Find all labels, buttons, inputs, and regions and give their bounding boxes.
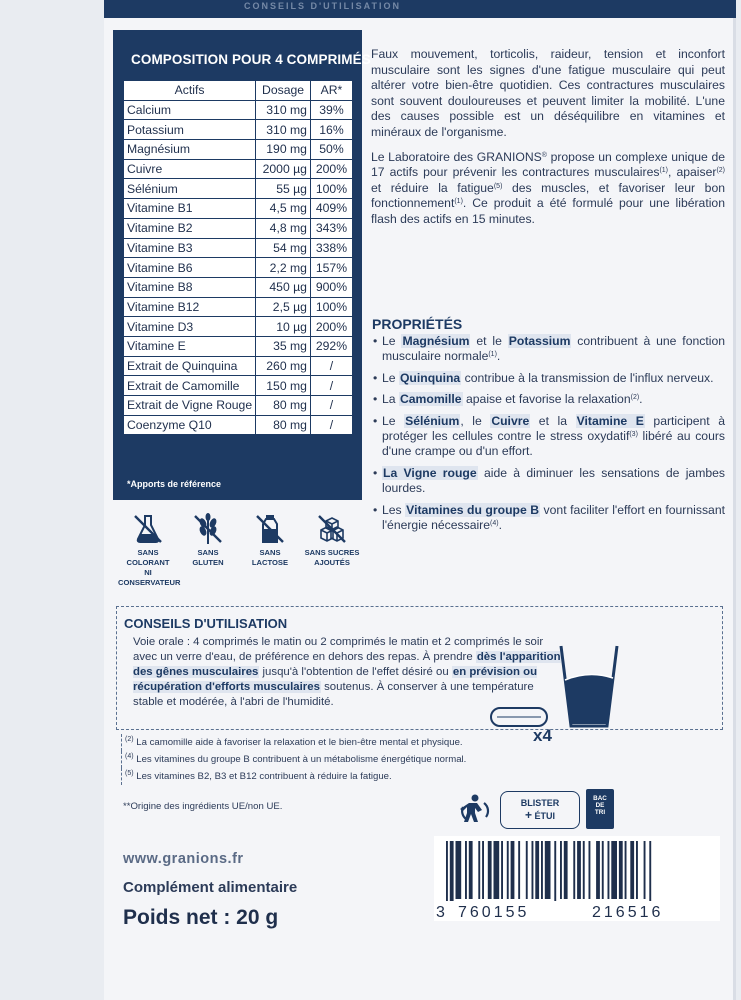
list-item: • Les Vitamines du groupe B vont faciliter l'effort en fournissant l'énergie nécessaire$^{(4)}$. — [373, 503, 725, 534]
table-cell: 409% — [310, 199, 352, 219]
table-cell: 200% — [310, 159, 352, 179]
barcode-bar — [456, 841, 462, 899]
barcode-bar — [532, 841, 534, 899]
barcode-bar — [488, 841, 492, 899]
table-cell: / — [310, 376, 352, 396]
table-cell: 100% — [310, 179, 352, 199]
tablet-icon — [489, 706, 549, 728]
table-cell: Extrait de Vigne Rouge — [124, 396, 256, 416]
table-cell: Extrait de Camomille — [124, 376, 256, 396]
top-flap-ghost-text: CONSEILS D'UTILISATION — [244, 1, 401, 11]
badge-sans-colorant — [118, 512, 181, 588]
barcode-bar — [541, 841, 543, 899]
table-row — [124, 376, 353, 396]
barcode-bars — [446, 841, 708, 901]
barcode-bar — [619, 841, 623, 899]
intro-paragraph-1: Faux mouvement, torticolis, raideur, tension et inconfort musculaire sont les signes d'une fatigue musculaire qui peut altérer votre bien-être quotidien. Ces contractures musculaires sont souvent douloureuses et peuvent limiter la mobilité. L'une des causes possible est un déséquilibre en vitamines et minéraux de l'organisme. — [371, 47, 725, 139]
barcode-bar — [560, 841, 562, 899]
table-cell: 338% — [310, 238, 352, 258]
barcode-bar — [482, 841, 484, 899]
table-cell: 35 mg — [256, 336, 311, 356]
table-row — [124, 396, 353, 416]
table-row — [124, 218, 353, 238]
sugar-cubes-crossed-icon — [315, 512, 349, 546]
bac-de-tri-icon: BAC DE TRI — [586, 789, 614, 829]
composition-title: COMPOSITION POUR 4 COMPRIMÉS — [131, 52, 371, 67]
table-cell: / — [310, 415, 352, 435]
table-cell: Vitamine B8 — [124, 277, 256, 297]
table-cell: 343% — [310, 218, 352, 238]
table-cell: 200% — [310, 317, 352, 337]
composition-table — [123, 80, 353, 435]
table-row — [124, 415, 353, 435]
net-weight: Poids net : 20 g — [123, 906, 279, 929]
barcode-bar — [611, 841, 617, 899]
table-header-cell: AR* — [310, 81, 352, 101]
table-row — [124, 317, 353, 337]
table-row — [124, 199, 353, 219]
barcode-bar — [494, 841, 500, 899]
table-cell: Sélénium — [124, 179, 256, 199]
table-cell: Vitamine B2 — [124, 218, 256, 238]
table-row — [124, 277, 353, 297]
table-cell: Vitamine B1 — [124, 199, 256, 219]
table-row — [124, 159, 353, 179]
barcode-bar — [545, 841, 551, 899]
proprietes-list — [373, 334, 725, 539]
table-cell: 55 µg — [256, 179, 311, 199]
barcode: 3 760155 216516 — [434, 836, 720, 921]
flask-crossed-icon — [131, 512, 165, 546]
table-cell: 310 mg — [256, 100, 311, 120]
table-cell: 100% — [310, 297, 352, 317]
table-cell: 39% — [310, 100, 352, 120]
barcode-bar — [501, 841, 503, 899]
barcode-bar — [630, 841, 634, 899]
barcode-bar — [507, 841, 509, 899]
table-row — [124, 238, 353, 258]
origine-note: **Origine des ingrédients UE/non UE. — [123, 801, 283, 812]
table-cell: 4,5 mg — [256, 199, 311, 219]
tablet-count: x4 — [533, 726, 552, 745]
badge-label: SANS — [259, 548, 281, 557]
barcode-bar — [589, 841, 591, 899]
table-cell: 150 mg — [256, 376, 311, 396]
table-cell: 80 mg — [256, 415, 311, 435]
barcode-bar — [465, 841, 467, 899]
barcode-bar — [573, 841, 575, 899]
footnote-item: $^{(5)}$ Les vitamines B2, B3 et B12 contribuent à réduire la fatigue. — [121, 768, 561, 785]
table-cell: 292% — [310, 336, 352, 356]
table-header-cell: Dosage — [256, 81, 311, 101]
table-row — [124, 297, 353, 317]
footnote-item: $^{(2)}$ La camomille aide à favoriser la relaxation et le bien-être mental et physique. — [121, 734, 561, 751]
table-cell: / — [310, 356, 352, 376]
badge-label: SANS SUCRES — [304, 548, 360, 557]
badge-sans-sucres — [302, 512, 362, 568]
barcode-bar — [583, 841, 585, 899]
barcode-bar — [526, 841, 528, 899]
table-cell: 310 mg — [256, 120, 311, 140]
conseils-text: Voie orale : 4 comprimés le matin ou 2 comprimés le matin et 2 comprimés le soir avec un verre d'eau, de préférence en dehors des repas. À prendre dès l'apparition des gênes musculaires jusqu'à l'obtention de l'effet désiré ou en prévision ou récupération d'efforts musculaires soutenus. À conserver à une température stable et modérée, à l'abri de l'humidité. — [133, 636, 561, 709]
table-row — [124, 356, 353, 376]
list-item: • Le Quinquina contribue à la transmission de l'influx nerveux. — [373, 371, 725, 386]
table-cell: 54 mg — [256, 238, 311, 258]
recycling-blister-label: BLISTER + ÉTUI — [500, 791, 580, 829]
barcode-bar — [511, 841, 515, 899]
barcode-bar — [608, 841, 610, 899]
badge-label: SANS COLORANT — [126, 548, 170, 567]
intro-text — [371, 47, 725, 237]
product-type: Complément alimentaire — [123, 879, 298, 896]
table-row — [124, 120, 353, 140]
barcode-bar — [469, 841, 473, 899]
conseils-title: CONSEILS D'UTILISATION — [124, 616, 288, 631]
barcode-bar — [649, 841, 651, 901]
badge-sans-gluten — [178, 512, 238, 568]
table-cell: 157% — [310, 258, 352, 278]
badge-label: AJOUTÉS — [314, 558, 350, 567]
barcode-bar — [564, 841, 568, 899]
milk-bottle-crossed-icon — [253, 512, 287, 546]
table-cell: 16% — [310, 120, 352, 140]
badge-label: LACTOSE — [251, 558, 289, 567]
badge-label: SANS — [197, 548, 219, 557]
table-cell: 50% — [310, 140, 352, 160]
table-cell: Vitamine D3 — [124, 317, 256, 337]
table-cell: Potassium — [124, 120, 256, 140]
table-cell: 80 mg — [256, 396, 311, 416]
wheat-crossed-icon — [191, 512, 225, 546]
composition-footnote: *Apports de référence — [127, 479, 222, 489]
table-cell: 2,5 µg — [256, 297, 311, 317]
table-cell: 190 mg — [256, 140, 311, 160]
barcode-bar — [478, 841, 480, 899]
table-row — [124, 336, 353, 356]
list-item: • Le Magnésium et le Potassium contribuent à une fonction musculaire normale$^{(1)}$. — [373, 334, 725, 365]
barcode-bar — [636, 841, 638, 899]
table-cell: 900% — [310, 277, 352, 297]
list-item: • La Vigne rouge aide à diminuer les sensations de jambes lourdes. — [373, 466, 725, 497]
table-header-row — [124, 81, 353, 101]
list-item: • Le Sélénium, le Cuivre et la Vitamine E participent à protéger les cellules contre le stress oxydatif$^{(3)}$ libéré au cours d'une crampe ou d'un effort. — [373, 414, 725, 460]
barcode-bar — [535, 841, 539, 899]
table-cell: 2,2 mg — [256, 258, 311, 278]
free-from-badges — [118, 512, 370, 587]
triman-recycle-icon — [455, 789, 495, 829]
footnotes — [121, 734, 561, 785]
footnote-item: $^{(4)}$ Les vitamines du groupe B contribuent à un métabolisme énergétique normal. — [121, 751, 561, 768]
barcode-bar — [625, 841, 627, 899]
barcode-bar — [446, 841, 448, 901]
barcode-bar — [518, 841, 520, 899]
table-row — [124, 100, 353, 120]
website-link[interactable]: www.granions.fr — [123, 851, 244, 867]
table-cell: 2000 µg — [256, 159, 311, 179]
table-cell: / — [310, 396, 352, 416]
barcode-bar — [602, 841, 604, 899]
table-cell: 260 mg — [256, 356, 311, 376]
water-glass-icon — [553, 640, 623, 730]
barcode-bar — [596, 841, 600, 899]
table-cell: Cuivre — [124, 159, 256, 179]
table-row — [124, 140, 353, 160]
table-cell: Coenzyme Q10 — [124, 415, 256, 435]
table-cell: 450 µg — [256, 277, 311, 297]
intro-paragraph-2: Le Laboratoire des GRANIONS® propose un complexe unique de 17 actifs pour prévenir les contractures musculaires$^{(1)}$, apaiser$^{(2)}$ et réduire la fatigue$^{(5)}$ des muscles, et favoriser leur bon fonctionnement$^{(1)}$. Ce produit a été formulé pour une libération flash des actifs en 15 minutes. — [371, 149, 726, 226]
badge-label: NI CONSERVATEUR — [118, 568, 181, 587]
barcode-bar — [554, 841, 556, 901]
table-header-cell: Actifs — [124, 81, 256, 101]
barcode-bar — [577, 841, 581, 899]
table-cell: Magnésium — [124, 140, 256, 160]
table-cell: Extrait de Quinquina — [124, 356, 256, 376]
list-item: • La Camomille apaise et favorise la relaxation$^{(2)}$. — [373, 392, 725, 407]
top-flap-strip — [104, 0, 736, 18]
table-cell: Vitamine E — [124, 336, 256, 356]
table-cell: Vitamine B12 — [124, 297, 256, 317]
table-row — [124, 179, 353, 199]
table-cell: Vitamine B6 — [124, 258, 256, 278]
table-row — [124, 258, 353, 278]
badge-sans-lactose — [240, 512, 300, 568]
table-cell: Vitamine B3 — [124, 238, 256, 258]
table-cell: 10 µg — [256, 317, 311, 337]
table-cell: Calcium — [124, 100, 256, 120]
barcode-bar — [644, 841, 646, 899]
barcode-bar — [450, 841, 454, 901]
proprietes-title: PROPRIÉTÉS — [372, 316, 463, 332]
table-cell: 4,8 mg — [256, 218, 311, 238]
badge-label: GLUTEN — [192, 558, 224, 567]
